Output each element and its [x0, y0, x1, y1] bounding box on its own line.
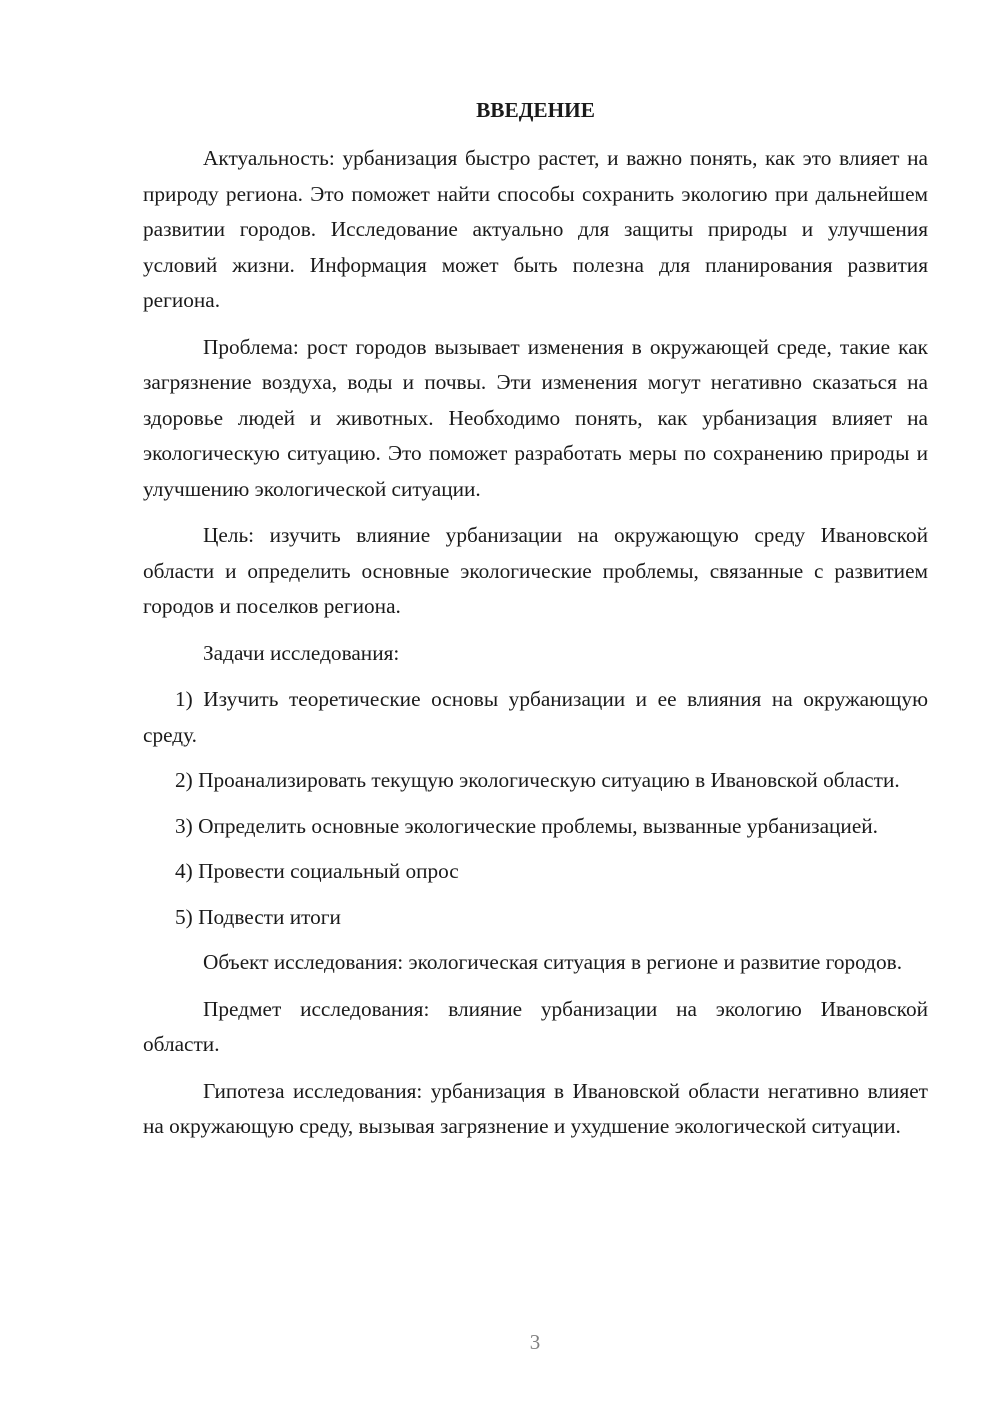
hypothesis-paragraph: Гипотеза исследования: урбанизация в Ивановской области негативно влияет на окружающую среду, вызывая загрязнение и ухудшение экологической ситуации. — [143, 1078, 928, 1138]
tasks-heading: Задачи исследования: — [203, 640, 400, 665]
subject-paragraph: Предмет исследования: влияние урбанизации на экологию Ивановской области. — [143, 996, 928, 1056]
relevance-paragraph: Актуальность: урбанизация быстро растет, и важно понять, как это влияет на природу региона. Это поможет найти способы сохранить экологию при дальнейшем развитии городов. Исследование актуально для защиты природы и улучшения условий жизни. Информация может быть полезна для планирования развития региона. — [143, 146, 928, 312]
object-paragraph: Объект исследования: экологическая ситуация в регионе и развитие городов. — [203, 950, 903, 974]
page-number: 3 — [529, 1330, 541, 1354]
section-title: ВВЕДЕНИЕ — [476, 98, 595, 122]
task-item-2: 2) Проанализировать текущую экологическую ситуацию в Ивановской области. — [175, 768, 900, 792]
task-item-1: 1) Изучить теоретические основы урбанизации и ее влияния на окружающую среду. — [143, 687, 928, 747]
task-item-5: 5) Подвести итоги — [175, 904, 341, 929]
task-item-3: 3) Определить основные экологические проблемы, вызванные урбанизацией. — [175, 813, 878, 838]
task-item-4: 4) Провести социальный опрос — [175, 859, 459, 883]
problem-paragraph: Проблема: рост городов вызывает изменения в окружающей среде, такие как загрязнение воздуха, воды и почвы. Эти изменения могут негативно сказаться на здоровье людей и животных. Необходимо понять, как урбанизация влияет на экологическую ситуацию. Это поможет разработать меры по сохранению природы и улучшению экологической ситуации. — [143, 334, 928, 501]
goal-paragraph: Цель: изучить влияние урбанизации на окружающую среду Ивановской области и определить основные экологические проблемы, связанные с развитием городов и поселков региона. — [143, 523, 928, 618]
document-page — [143, 93, 928, 1156]
